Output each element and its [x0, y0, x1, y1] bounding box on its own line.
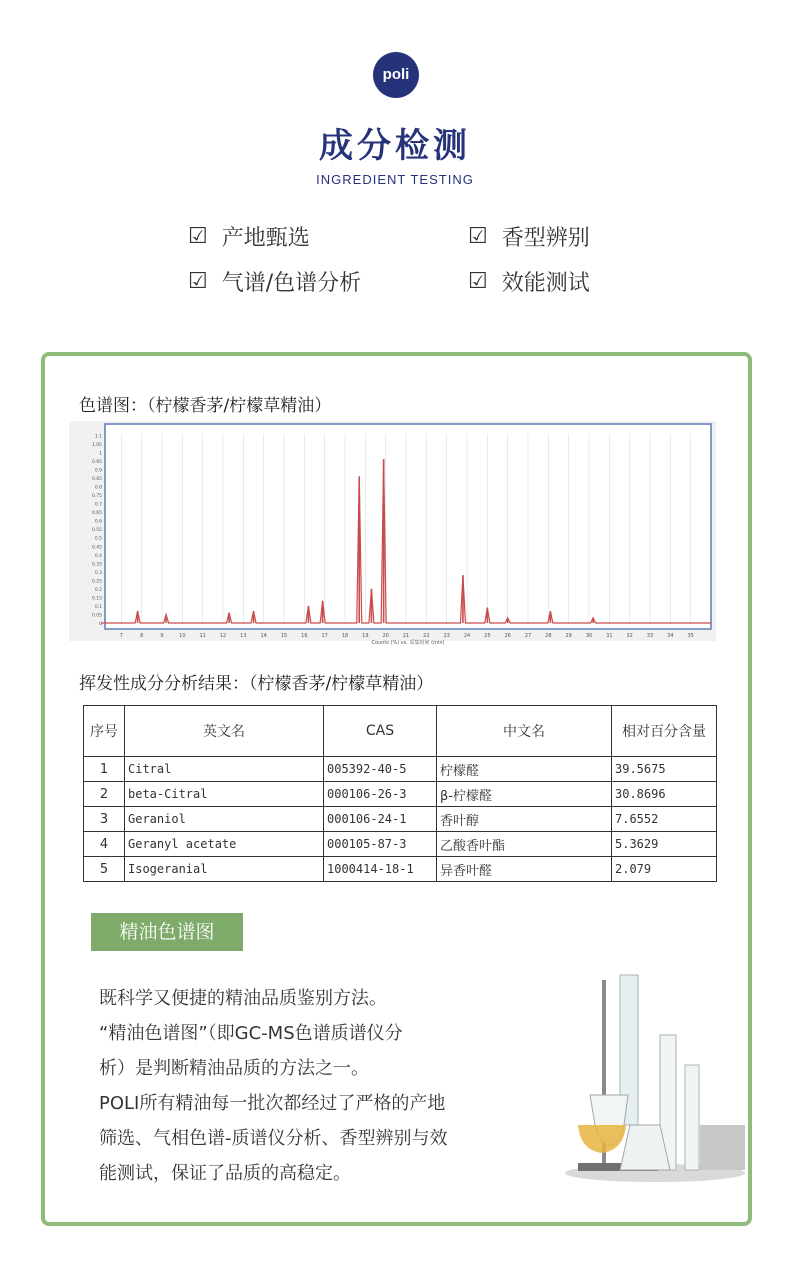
- x-tick-label: 28: [545, 633, 552, 639]
- y-tick-label: 0.25: [91, 579, 102, 585]
- y-tick-label: 0.9: [94, 468, 102, 474]
- col-english-name: 英文名: [125, 706, 324, 757]
- x-axis-label: Counts (%) vs. 采集时间 (min): [371, 640, 445, 646]
- x-tick-label: 9: [160, 633, 164, 639]
- cell-english-name: beta-Citral: [125, 782, 324, 807]
- cell-index: 2: [84, 782, 125, 807]
- check-label: 香型辨别: [501, 226, 590, 251]
- y-tick-label: 0.1: [94, 604, 102, 610]
- y-tick-label: 0.85: [91, 477, 102, 483]
- cell-chinese-name: 乙酸香叶酯: [437, 832, 612, 857]
- col-percent: 相对百分含量: [612, 706, 717, 757]
- x-tick-label: 24: [463, 633, 471, 639]
- cell-cas: 000105-87-3: [324, 832, 437, 857]
- y-tick-label: 0.45: [91, 545, 102, 551]
- cell-percent: 7.6552: [612, 807, 717, 832]
- description-line: 既科学又便捷的精油品质鉴别方法。: [99, 988, 387, 1009]
- checkbox-icon: ☑: [468, 224, 488, 249]
- cell-cas: 000106-24-1: [324, 807, 437, 832]
- cell-percent: 5.3629: [612, 832, 717, 857]
- x-tick-label: 27: [524, 633, 532, 639]
- x-tick-label: 22: [423, 633, 430, 639]
- table-row: [84, 807, 717, 832]
- cell-percent: 39.5675: [612, 757, 717, 782]
- chromatogram: [69, 421, 716, 646]
- table-row: [84, 782, 717, 807]
- cell-chinese-name: 柠檬醛: [437, 757, 612, 782]
- x-tick-label: 15: [280, 633, 288, 639]
- x-tick-label: 11: [199, 633, 206, 639]
- y-tick-label: 0.75: [91, 494, 102, 500]
- y-tick-label: 0.15: [91, 596, 102, 602]
- x-tick-label: 25: [484, 633, 491, 639]
- check-label: 气谱/色谱分析: [221, 271, 362, 296]
- cell-percent: 30.8696: [612, 782, 717, 807]
- x-tick-label: 12: [219, 633, 227, 639]
- cell-chinese-name: 异香叶醛: [437, 857, 612, 882]
- x-tick-label: 30: [585, 633, 593, 639]
- col-index: 序号: [84, 706, 125, 757]
- check-label: 效能测试: [501, 271, 590, 296]
- check-label: 产地甄选: [221, 226, 310, 251]
- description-line: 能测试，保证了品质的高稳定。: [99, 1163, 351, 1184]
- cell-chinese-name: β-柠檬醛: [437, 782, 612, 807]
- x-tick-label: 19: [362, 633, 369, 639]
- cell-english-name: Isogeranial: [125, 857, 324, 882]
- y-tick-label: 1.05: [91, 442, 102, 448]
- x-tick-label: 21: [402, 633, 410, 639]
- cell-percent: 2.079: [612, 857, 717, 882]
- x-tick-label: 34: [667, 633, 674, 639]
- cell-index: 5: [84, 857, 125, 882]
- x-tick-label: 8: [140, 633, 144, 639]
- cell-cas: 005392-40-5: [324, 757, 437, 782]
- x-tick-label: 20: [382, 633, 389, 639]
- y-tick-label: 0.65: [91, 511, 102, 517]
- cell-english-name: Citral: [125, 757, 324, 782]
- x-tick-label: 17: [321, 633, 328, 639]
- description-line: 筛选、气相色谱-质谱仪分析、香型辨别与效: [99, 1128, 448, 1149]
- x-tick-label: 31: [606, 633, 613, 639]
- checkbox-icon: ☑: [188, 224, 208, 249]
- check-item-gc: [188, 266, 361, 297]
- x-tick-label: 10: [179, 633, 186, 639]
- y-tick-label: 0.3: [94, 570, 102, 576]
- x-tick-label: 26: [504, 633, 511, 639]
- description-line: 析）是判断精油品质的方法之一。: [99, 1058, 369, 1079]
- plot-area: [105, 424, 711, 629]
- checkbox-icon: ☑: [468, 269, 488, 294]
- y-tick-label: 0.2: [94, 587, 102, 593]
- lab-glassware-illustration: [560, 975, 745, 1185]
- cell-index: 3: [84, 807, 125, 832]
- check-item-origin: [188, 221, 310, 252]
- x-tick-label: 16: [301, 633, 308, 639]
- cell-cas: 000106-26-3: [324, 782, 437, 807]
- page-title: 成分检测: [319, 126, 471, 166]
- y-tick-label: 0.8: [94, 485, 102, 491]
- y-tick-label: 0.05: [91, 613, 102, 619]
- col-chinese-name: 中文名: [437, 706, 612, 757]
- x-tick-label: 32: [626, 633, 633, 639]
- table-row: [84, 757, 717, 782]
- cell-index: 4: [84, 832, 125, 857]
- x-tick-label: 13: [240, 633, 247, 639]
- table-row: [84, 857, 717, 882]
- y-tick-label: 0.6: [94, 519, 102, 525]
- table-row: [84, 832, 717, 857]
- y-tick-label: 0: [99, 622, 102, 627]
- y-tick-label: 0.4: [94, 553, 102, 559]
- checkbox-icon: ☑: [188, 269, 208, 294]
- x-tick-label: 23: [443, 633, 450, 639]
- y-tick-label: 0.7: [94, 502, 102, 508]
- results-table: [83, 705, 717, 882]
- y-tick-label: 0.55: [91, 528, 102, 534]
- table-header-row: [84, 706, 717, 757]
- page-subtitle: INGREDIENT TESTING: [316, 172, 474, 187]
- cell-index: 1: [84, 757, 125, 782]
- cell-cas: 1000414-18-1: [324, 857, 437, 882]
- x-tick-label: 7: [119, 633, 123, 639]
- cell-english-name: Geraniol: [125, 807, 324, 832]
- y-tick-label: 0.35: [91, 562, 102, 568]
- section-badge: 精油色谱图: [91, 913, 243, 951]
- y-tick-label: 1.1: [94, 434, 102, 440]
- x-tick-label: 33: [646, 633, 654, 639]
- chart-section-label: 色谱图：（柠檬香茅/柠檬草精油）: [79, 396, 332, 416]
- results-section-label: 挥发性成分分析结果：（柠檬香茅/柠檬草精油）: [79, 674, 434, 694]
- cell-english-name: Geranyl acetate: [125, 832, 324, 857]
- cell-chinese-name: 香叶醇: [437, 807, 612, 832]
- description-line: “精油色谱图”（即GC-MS色谱质谱仪分: [99, 1023, 403, 1044]
- y-tick-label: 0.95: [91, 459, 102, 465]
- y-tick-label: 1: [99, 451, 102, 457]
- y-tick-label: 0.5: [94, 536, 102, 542]
- check-item-aroma: [468, 221, 590, 252]
- col-cas: CAS: [324, 706, 437, 757]
- x-tick-label: 35: [687, 633, 694, 639]
- brand-logo: poli: [373, 52, 419, 98]
- chromatogram-svg: [69, 421, 716, 646]
- check-item-efficacy: [468, 266, 590, 297]
- description-line: POLI所有精油每一批次都经过了严格的产地: [99, 1093, 446, 1114]
- x-tick-label: 29: [565, 633, 572, 639]
- x-tick-label: 18: [341, 633, 349, 639]
- x-tick-label: 14: [260, 633, 267, 639]
